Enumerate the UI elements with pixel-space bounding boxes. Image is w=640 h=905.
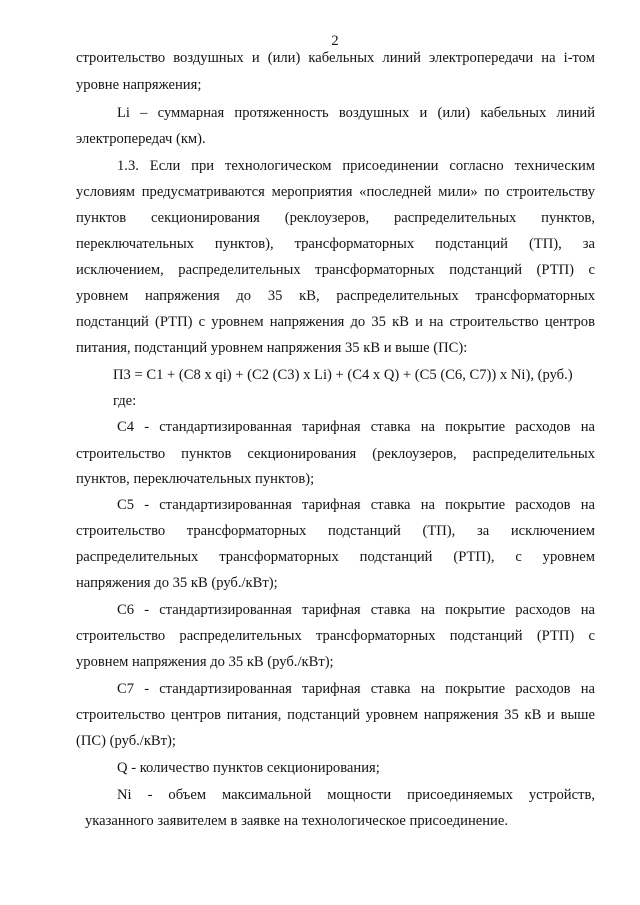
text-line: строительство пунктов секционирования (реклоузеров, распределительных (76, 446, 595, 462)
text-line: уровне напряжения; (76, 77, 202, 93)
text-line: 1.3. Если при технологическом присоединении согласно техническим (117, 158, 595, 174)
text-line: С7 - стандартизированная тарифная ставка на покрытие расходов на (117, 681, 595, 697)
text-line: где: (113, 393, 137, 409)
text-line: строительство распределительных трансформаторных подстанций (РТП) с (76, 628, 595, 644)
text-line: строительство трансформаторных подстанций (ТП), за исключением (76, 523, 595, 539)
page-number: 2 (331, 33, 339, 49)
text-line: питания, подстанций уровнем напряжения 35 кВ и выше (ПС): (76, 340, 468, 356)
text-line: С6 - стандартизированная тарифная ставка на покрытие расходов на (117, 602, 595, 618)
text-line: Q - количество пунктов секционирования; (117, 760, 380, 776)
text-line: напряжения до 35 кВ (руб./кВт); (76, 575, 278, 591)
text-line: пунктов, переключательных пунктов); (76, 471, 315, 487)
formula: П3 = С1 + (С8 x qi) + (С2 (С3) x Li) + (С4 x Q) + (С5 (С6, С7)) x Ni), (руб.) (113, 367, 573, 383)
text-line: указанного заявителем в заявке на технологическое присоединение. (85, 813, 508, 829)
text-line: С4 - стандартизированная тарифная ставка на покрытие расходов на (117, 419, 595, 435)
text-line: уровнем напряжения до 35 кВ (руб./кВт); (76, 654, 334, 670)
text-line: электропередач (км). (76, 131, 206, 147)
text-line: Li – суммарная протяженность воздушных и (или) кабельных линий (117, 105, 595, 121)
text-line: строительство воздушных и (или) кабельных линий электропередачи на i-том (76, 50, 595, 66)
text-line: переключательных пунктов), трансформаторных подстанций (ТП), за (76, 236, 595, 252)
text-line: уровнем напряжения до 35 кВ, распределительных трансформаторных (76, 288, 595, 304)
text-line: распределительных трансформаторных подстанций (РТП), с уровнем (76, 549, 595, 565)
text-line: пунктов секционирования (реклоузеров, распределительных пунктов, (76, 210, 595, 226)
text-line: исключением, распределительных трансформаторных подстанций (РТП) с (76, 262, 595, 278)
text-line: подстанций (РТП) с уровнем напряжения до 35 кВ и на строительство центров (76, 314, 595, 330)
text-line: (ПС) (руб./кВт); (76, 733, 176, 749)
text-line: Ni - объем максимальной мощности присоединяемых устройств, (117, 787, 595, 803)
text-line: С5 - стандартизированная тарифная ставка на покрытие расходов на (117, 497, 595, 513)
text-line: строительство центров питания, подстанций уровнем напряжения 35 кВ и выше (76, 707, 595, 723)
text-line: условиям предусматриваются мероприятия «последней мили» по строительству (76, 184, 595, 200)
